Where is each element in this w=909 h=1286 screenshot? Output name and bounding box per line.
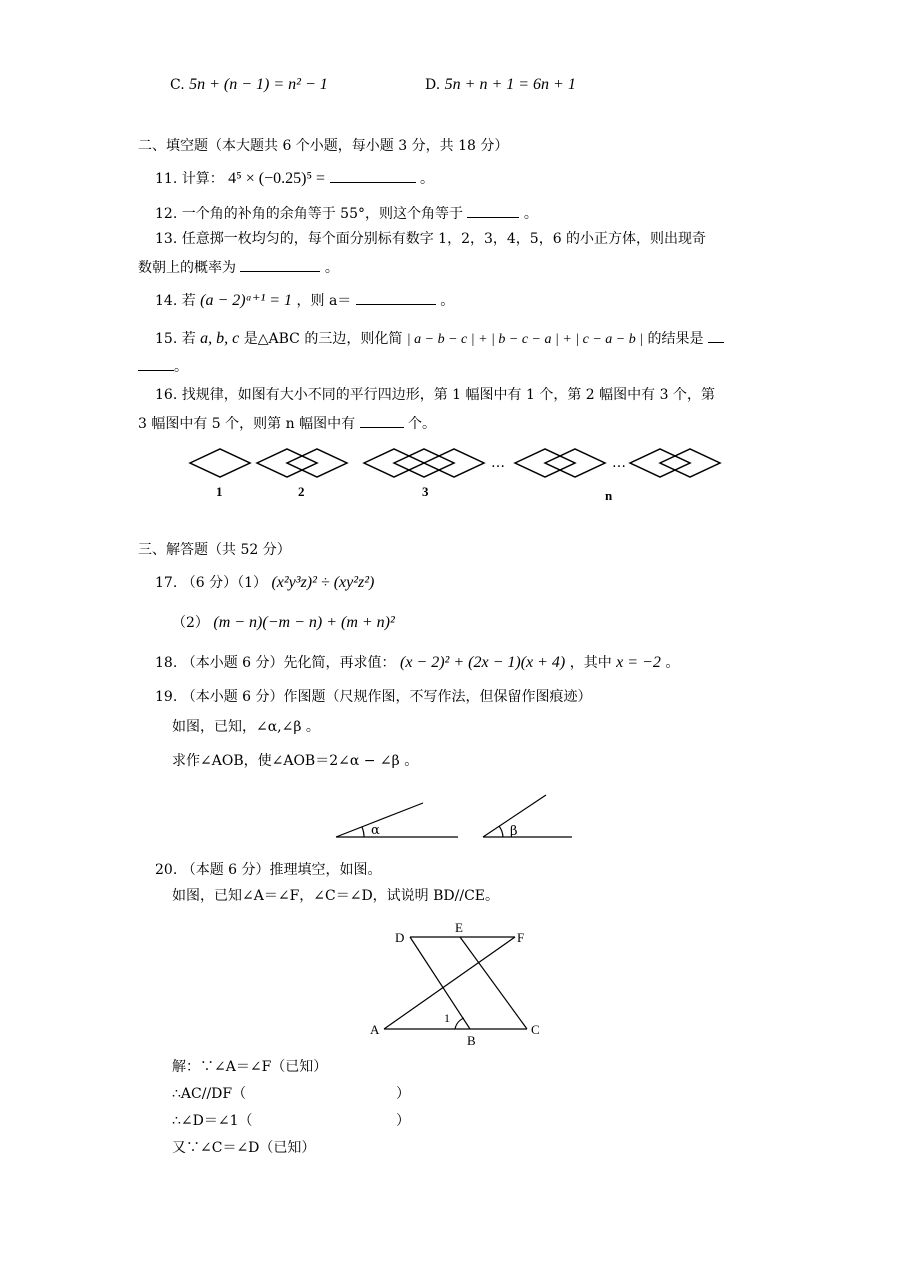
option-d-label: D. [425, 77, 441, 93]
segment-EC [460, 937, 527, 1029]
option-c-label: C. [170, 77, 185, 93]
q17-part2 [172, 614, 395, 632]
segment-DB [410, 937, 470, 1029]
q19-given: 如图，已知，∠α,∠β 。 [172, 719, 320, 735]
sol3-text: ∴∠D＝∠1（ [172, 1113, 253, 1129]
point-A: A [370, 1022, 380, 1037]
q11-blank[interactable] [330, 168, 416, 183]
q15-blank-a[interactable] [708, 328, 724, 343]
q12-blank[interactable] [467, 203, 519, 218]
point-C: C [531, 1022, 540, 1037]
q13-suffix: 。 [324, 260, 339, 276]
q15-tail: 的结果是 [647, 331, 704, 347]
q18-mid: ，其中 [569, 655, 612, 671]
alpha-arc [362, 827, 364, 837]
q15-vars: a, b, c [200, 330, 240, 347]
q12-text: 12. 一个角的补角的余角等于 55°，则这个角等于 [155, 206, 463, 222]
point-D: D [395, 930, 405, 945]
option-d-expr: 5n + n + 1 = 6n + 1 [444, 76, 576, 93]
sol2-text: ∴AC//DF（ [172, 1086, 247, 1102]
sol-line4: 又∵∠C＝∠D（已知） [172, 1140, 316, 1156]
q19-title: 19. （本小题 6 分）作图题（尺规作图，不写作法，但保留作图痕迹） [155, 689, 592, 705]
q13-line2 [138, 257, 339, 277]
q13-line1: 13. 任意掷一枚均匀的，每个面分别标有数字 1，2，3，4，5，6 的小正方体，则出现奇 [155, 231, 707, 247]
q20-title: 20. （本题 6 分）推理填空，如图。 [155, 862, 382, 878]
sol-line1: 解：∵∠A＝∠F（已知） [172, 1059, 328, 1075]
q14-prefix: 14. 若 [155, 293, 196, 309]
point-B: B [467, 1033, 476, 1048]
q14-mid: ，则 a＝ [296, 293, 352, 309]
sol3-close: ） [396, 1113, 410, 1129]
q14-expr: (a − 2)ᵃ⁺¹ = 1 [200, 292, 293, 309]
option-c-expr: 5n + (n − 1) = n² − 1 [189, 76, 328, 93]
q14 [155, 290, 454, 310]
q16-suffix: 个。 [408, 416, 436, 432]
q16-text: 3 幅图中有 5 个，则第 n 幅图中有 [138, 416, 356, 432]
q12 [155, 203, 538, 223]
fig-label-1: 1 [216, 484, 223, 499]
q13-blank[interactable] [240, 257, 320, 272]
dots-2: … [612, 455, 626, 471]
q13-text: 数朝上的概率为 [138, 260, 236, 276]
q16-line2 [138, 413, 436, 433]
geometry-figure-q20 [0, 918, 909, 1048]
q20-given: 如图，已知∠A＝∠F，∠C＝∠D，试说明 BD//CE。 [172, 888, 500, 904]
q15 [155, 328, 724, 349]
beta-arc [499, 826, 503, 837]
sol-line3 [172, 1112, 253, 1130]
angle-figures [0, 795, 909, 855]
beta-label: β [510, 824, 518, 839]
q15-mid: 是△ABC 的三边，则化简 [243, 331, 403, 347]
point-F: F [517, 930, 525, 945]
q17-expr2: (m − n)(−m − n) + (m + n)² [213, 614, 395, 631]
q15-blank-b[interactable] [138, 356, 174, 371]
diamond-fig1 [190, 449, 250, 477]
q11-suffix: 。 [419, 171, 434, 187]
q18-suffix: 。 [665, 655, 680, 671]
q18-expr: (x − 2)² + (2x − 1)(x + 4) [399, 654, 566, 671]
alpha-label: α [371, 823, 380, 838]
q11-prefix: 11. 计算： [155, 171, 224, 187]
q14-blank[interactable] [356, 290, 436, 305]
q14-suffix: 。 [440, 293, 455, 309]
section3-heading: 三、解答题（共 52 分） [138, 542, 291, 558]
parallelogram-pattern-figure [0, 440, 909, 520]
angle-1-label: 1 [444, 1011, 450, 1025]
q12-suffix: 。 [523, 206, 538, 222]
q17-prefix: 17. （6 分）（1） [155, 575, 267, 591]
q15-line2 [138, 356, 188, 376]
q17-sub2: （2） [172, 615, 209, 631]
q19-task: 求作∠AOB，使∠AOB＝2∠α − ∠β 。 [172, 753, 419, 769]
dots-1: … [491, 455, 505, 471]
q15-expr: | a − b − c | + | b − c − a | + | c − a − b | [406, 332, 644, 347]
q16-line1: 16. 找规律，如图有大小不同的平行四边形，第 1 幅图中有 1 个，第 2 幅图中有 3 个，第 [155, 387, 715, 403]
fig-label-n: n [605, 488, 613, 503]
q16-blank[interactable] [360, 413, 404, 428]
section2-heading: 二、填空题（本大题共 6 个小题，每小题 3 分，共 18 分） [138, 138, 509, 154]
fig-label-2: 2 [298, 484, 305, 499]
q18-prefix: 18. （本小题 6 分）先化简，再求值： [155, 655, 396, 671]
q15-prefix: 15. 若 [155, 331, 196, 347]
q18 [155, 654, 679, 672]
angle-1-arc [455, 1018, 464, 1029]
sol2-close: ） [396, 1086, 410, 1102]
option-d [425, 76, 576, 94]
q11-expr: 4⁵ × (−0.25)⁵ = [228, 170, 326, 187]
point-E: E [455, 920, 463, 935]
option-c [170, 76, 328, 94]
q17-part1 [155, 574, 374, 592]
q15-suffix: 。 [174, 359, 188, 375]
q11 [155, 168, 434, 188]
q18-cond: x = −2 [616, 654, 661, 671]
fig-label-3: 3 [422, 484, 429, 499]
q17-expr1: (x²y³z)² ÷ (xy²z²) [271, 574, 375, 591]
sol-line2 [172, 1085, 246, 1103]
